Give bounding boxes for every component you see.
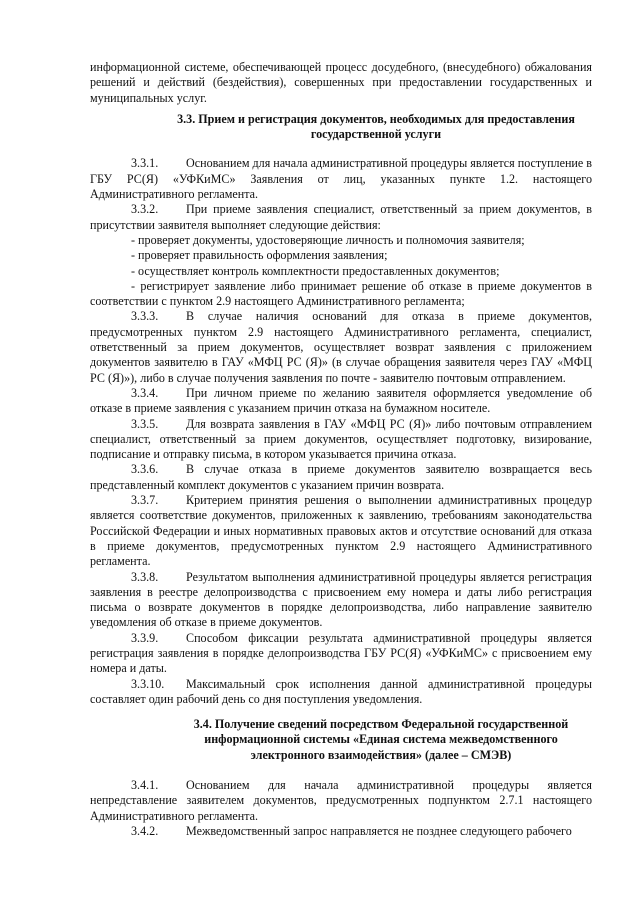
bullet-item: - проверяет документы, удостоверяющие личность и полномочия заявителя; [131, 232, 525, 247]
section-3-3-heading-line1: 3.3. Прием и регистрация документов, необходимых для предоставления [177, 111, 575, 126]
section-3-4-heading [90, 717, 592, 763]
paragraph-3-3-6 [90, 462, 592, 493]
bullet-item: - проверяет правильность оформления заявления; [131, 248, 388, 263]
bullet-item: - регистрирует заявление либо принимает решение об отказе в приеме документов в соответствии с пунктом 2.9 настоящего Административного регламента; [90, 278, 592, 309]
item-text: Основанием для начала административной процедуры является непредставление заявителем документов, предусмотренных подпунктом 2.7.1 настоящего Административного регламента. [90, 778, 592, 823]
item-number: 3.3.7. [131, 493, 159, 508]
paragraph-3-3-1 [90, 156, 592, 202]
item-number: 3.3.10. [131, 676, 165, 691]
item-number: 3.3.9. [131, 630, 159, 645]
item-text: Для возврата заявления в ГАУ «МФЦ РС (Я)» либо почтовым отправлением специалист, ответственный за прием документов, осуществляет подготовку, визирование, подписание и отправку письма, в котором указывается причина отказа. [90, 416, 592, 462]
section-3-4-heading-line3: электронного взаимодействия» (далее – СМЭВ) [250, 747, 512, 762]
item-text: В случае отказа в приеме документов заявителю возвращается весь представленный комплект документов с указанием причин возврата. [90, 462, 592, 492]
paragraph-3-3-7 [90, 493, 592, 569]
section-3-3-heading [90, 112, 592, 143]
item-text: Основанием для начала административной процедуры является поступление в ГБУ РС(Я) «УФКиМС» Заявления от лиц, указанных пункте 1.2. настоящего Административного регламента. [90, 156, 593, 202]
document-page [90, 60, 592, 839]
item-number: 3.4.1. [131, 778, 159, 793]
item-number: 3.4.2. [131, 823, 159, 838]
paragraph-3-3-2 [90, 202, 592, 233]
section-3-4-heading-line1: 3.4. Получение сведений посредством Федеральной государственной [193, 717, 569, 732]
item-text: При личном приеме по желанию заявителя оформляется уведомление об отказе в приеме заявления с указанием причин отказа на бумажном носителе. [90, 385, 592, 416]
intro-paragraph: информационной системе, обеспечивающей процесс досудебного, (внесудебного) обжалования решений и действий (бездействия), совершенных при предоставлении государственных и муниципальных услуг. [90, 60, 592, 105]
paragraph-3-3-10 [90, 677, 592, 708]
section-3-3-heading-line2: государственной услуги [310, 127, 442, 142]
item-text: В случае наличия оснований для отказа в приеме документов, предусмотренных пунктом 2.9 настоящего Административного регламента, специалист, ответственный за прием документов, осуществляет возврат заявления с приложением документов заявителю в ГАУ «МФЦ РС (Я)» (в случае обращения заявителя через ГАУ «МФЦ РС (Я)»), либо в случае получения заявления по почте - заявителю почтовым отправлением. [90, 309, 592, 385]
paragraph-3-3-3 [90, 309, 592, 385]
item-number: 3.3.8. [131, 569, 159, 584]
paragraph-3-3-4 [90, 386, 592, 417]
paragraph-3-3-5 [90, 417, 592, 463]
section-3-4-heading-line2: информационной системы «Единая система межведомственного [204, 732, 558, 747]
paragraph-3-3-9 [90, 631, 592, 677]
paragraph-3-4-1 [90, 778, 592, 824]
item-number: 3.3.4. [131, 385, 159, 400]
bullet-item: - осуществляет контроль комплектности предоставленных документов; [131, 263, 500, 278]
item-text: Результатом выполнения административной процедуры является регистрация заявления в реестре делопроизводства с присвоением ему номера и даты либо регистрация письма о возврате документов в порядке делопроизводства, либо направление заявителю уведомления об отказе в приеме документов. [90, 569, 592, 630]
item-text: Критерием принятия решения о выполнении административных процедур является соответствие документов, приложенных к заявлению, требованиям законодательства Российской Федерации и иных нормативных правовых актов и отсутствие оснований для отказа в приеме документов, предусмотренных пунктом 2.9 настоящего Административного регламента. [90, 493, 592, 569]
item-text: Максимальный срок исполнения данной административной процедуры составляет один рабочий день со дня поступления уведомления. [90, 676, 592, 706]
paragraph-3-4-2 [90, 824, 592, 839]
item-number: 3.3.1. [131, 156, 159, 171]
item-number: 3.3.3. [131, 309, 159, 324]
item-number: 3.3.6. [131, 462, 159, 477]
item-number: 3.3.2. [131, 202, 159, 217]
item-text: Межведомственный запрос направляется не позднее следующего рабочего [186, 823, 572, 838]
item-text: Способом фиксации результата административной процедуры является регистрация заявления в порядке делопроизводства ГБУ РС(Я) «УФКиМС» с присвоением ему номера и даты. [90, 630, 592, 676]
paragraph-3-3-8 [90, 570, 592, 631]
item-text: При приеме заявления специалист, ответственный за прием документов, в присутствии заявителя выполняет следующие действия: [90, 202, 592, 232]
item-number: 3.3.5. [131, 416, 159, 431]
